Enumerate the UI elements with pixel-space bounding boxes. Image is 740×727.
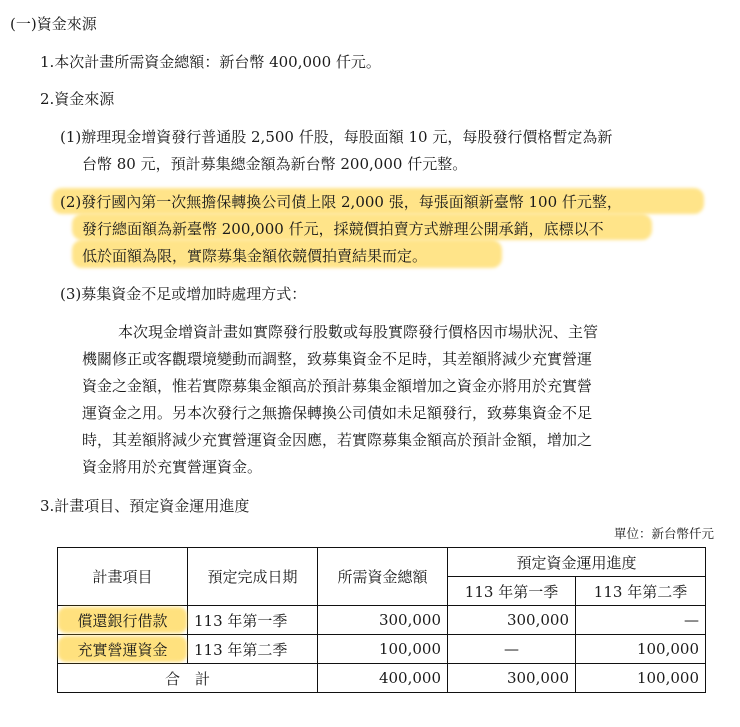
section-heading: (一)資金來源 — [10, 15, 97, 33]
header-progress: 預定資金運用進度 — [448, 548, 706, 577]
sub-3-heading: (3)募集資金不足或增加時處理方式： — [60, 285, 307, 303]
sub-3-para-line-1: 本次現金增資計畫如實際發行股數或每股實際發行價格因市場狀況、主管 — [118, 323, 599, 341]
sub-3-para-line-5: 時，其差額將減少充實營運資金因應，若實際募集金額高於預計金額，增加之 — [82, 431, 593, 449]
total-amount: 400,000 — [318, 664, 448, 693]
row-1-total: 300,000 — [318, 606, 448, 635]
total-q2: 100,000 — [576, 664, 706, 693]
row-1-date: 113 年第一季 — [188, 606, 318, 635]
row-1-item: 償還銀行借款 — [58, 606, 188, 635]
header-date: 預定完成日期 — [188, 548, 318, 606]
item-1-total-capital: 1.本次計畫所需資金總額：新台幣 400,000 仟元。 — [40, 53, 381, 71]
row-2-total: 100,000 — [318, 635, 448, 664]
sub-3-para-line-2: 機關修正或客觀環境變動而調整，致募集資金不足時，其差額將減少充實營運 — [82, 350, 593, 368]
sub-2-line-3: 低於面額為限，實際募集金額依競價拍賣結果而定。 — [82, 247, 428, 265]
sub-3-para-line-6: 資金將用於充實營運資金。 — [82, 458, 263, 476]
sub-3-para-line-4: 運資金之用。另本次發行之無擔保轉換公司債如未足額發行，致募集資金不足 — [82, 404, 593, 422]
table-total-row — [58, 664, 706, 693]
sub-1-line-2: 台幣 80 元，預計募集總金額為新台幣 200,000 仟元整。 — [82, 155, 468, 173]
header-q2: 113 年第二季 — [576, 577, 706, 606]
sub-2-line-1: (2)發行國內第一次無擔保轉換公司債上限 2,000 張，每張面額新臺幣 100 仟元整， — [60, 193, 622, 211]
table-header-row — [58, 548, 706, 577]
row-2-q2: 100,000 — [576, 635, 706, 664]
row-1-q1: 300,000 — [448, 606, 576, 635]
header-item: 計畫項目 — [58, 548, 188, 606]
plan-table — [57, 547, 706, 693]
header-q1: 113 年第一季 — [448, 577, 576, 606]
row-2-item: 充實營運資金 — [58, 635, 188, 664]
total-label: 合 計 — [58, 664, 318, 693]
unit-label: 單位：新台幣仟元 — [613, 526, 714, 541]
item-3-plan-schedule: 3.計畫項目、預定資金運用進度 — [40, 497, 250, 515]
sub-2-line-2: 發行總面額為新臺幣 200,000 仟元，採競價拍賣方式辦理公開承銷，底標以不 — [82, 220, 604, 238]
sub-3-para-line-3: 資金之金額，惟若實際募集金額高於預計募集金額增加之資金亦將用於充實營 — [82, 377, 593, 395]
row-2-date: 113 年第二季 — [188, 635, 318, 664]
table-row — [58, 635, 706, 664]
row-1-q2: — — [576, 606, 706, 635]
total-q1: 300,000 — [448, 664, 576, 693]
table-row — [58, 606, 706, 635]
sub-1-line-1: (1)辦理現金增資發行普通股 2,500 仟股，每股面額 10 元，每股發行價格暫定為新 — [60, 128, 613, 146]
item-2-capital-source: 2.資金來源 — [40, 90, 115, 108]
header-total: 所需資金總額 — [318, 548, 448, 606]
row-2-q1: — — [448, 635, 576, 664]
